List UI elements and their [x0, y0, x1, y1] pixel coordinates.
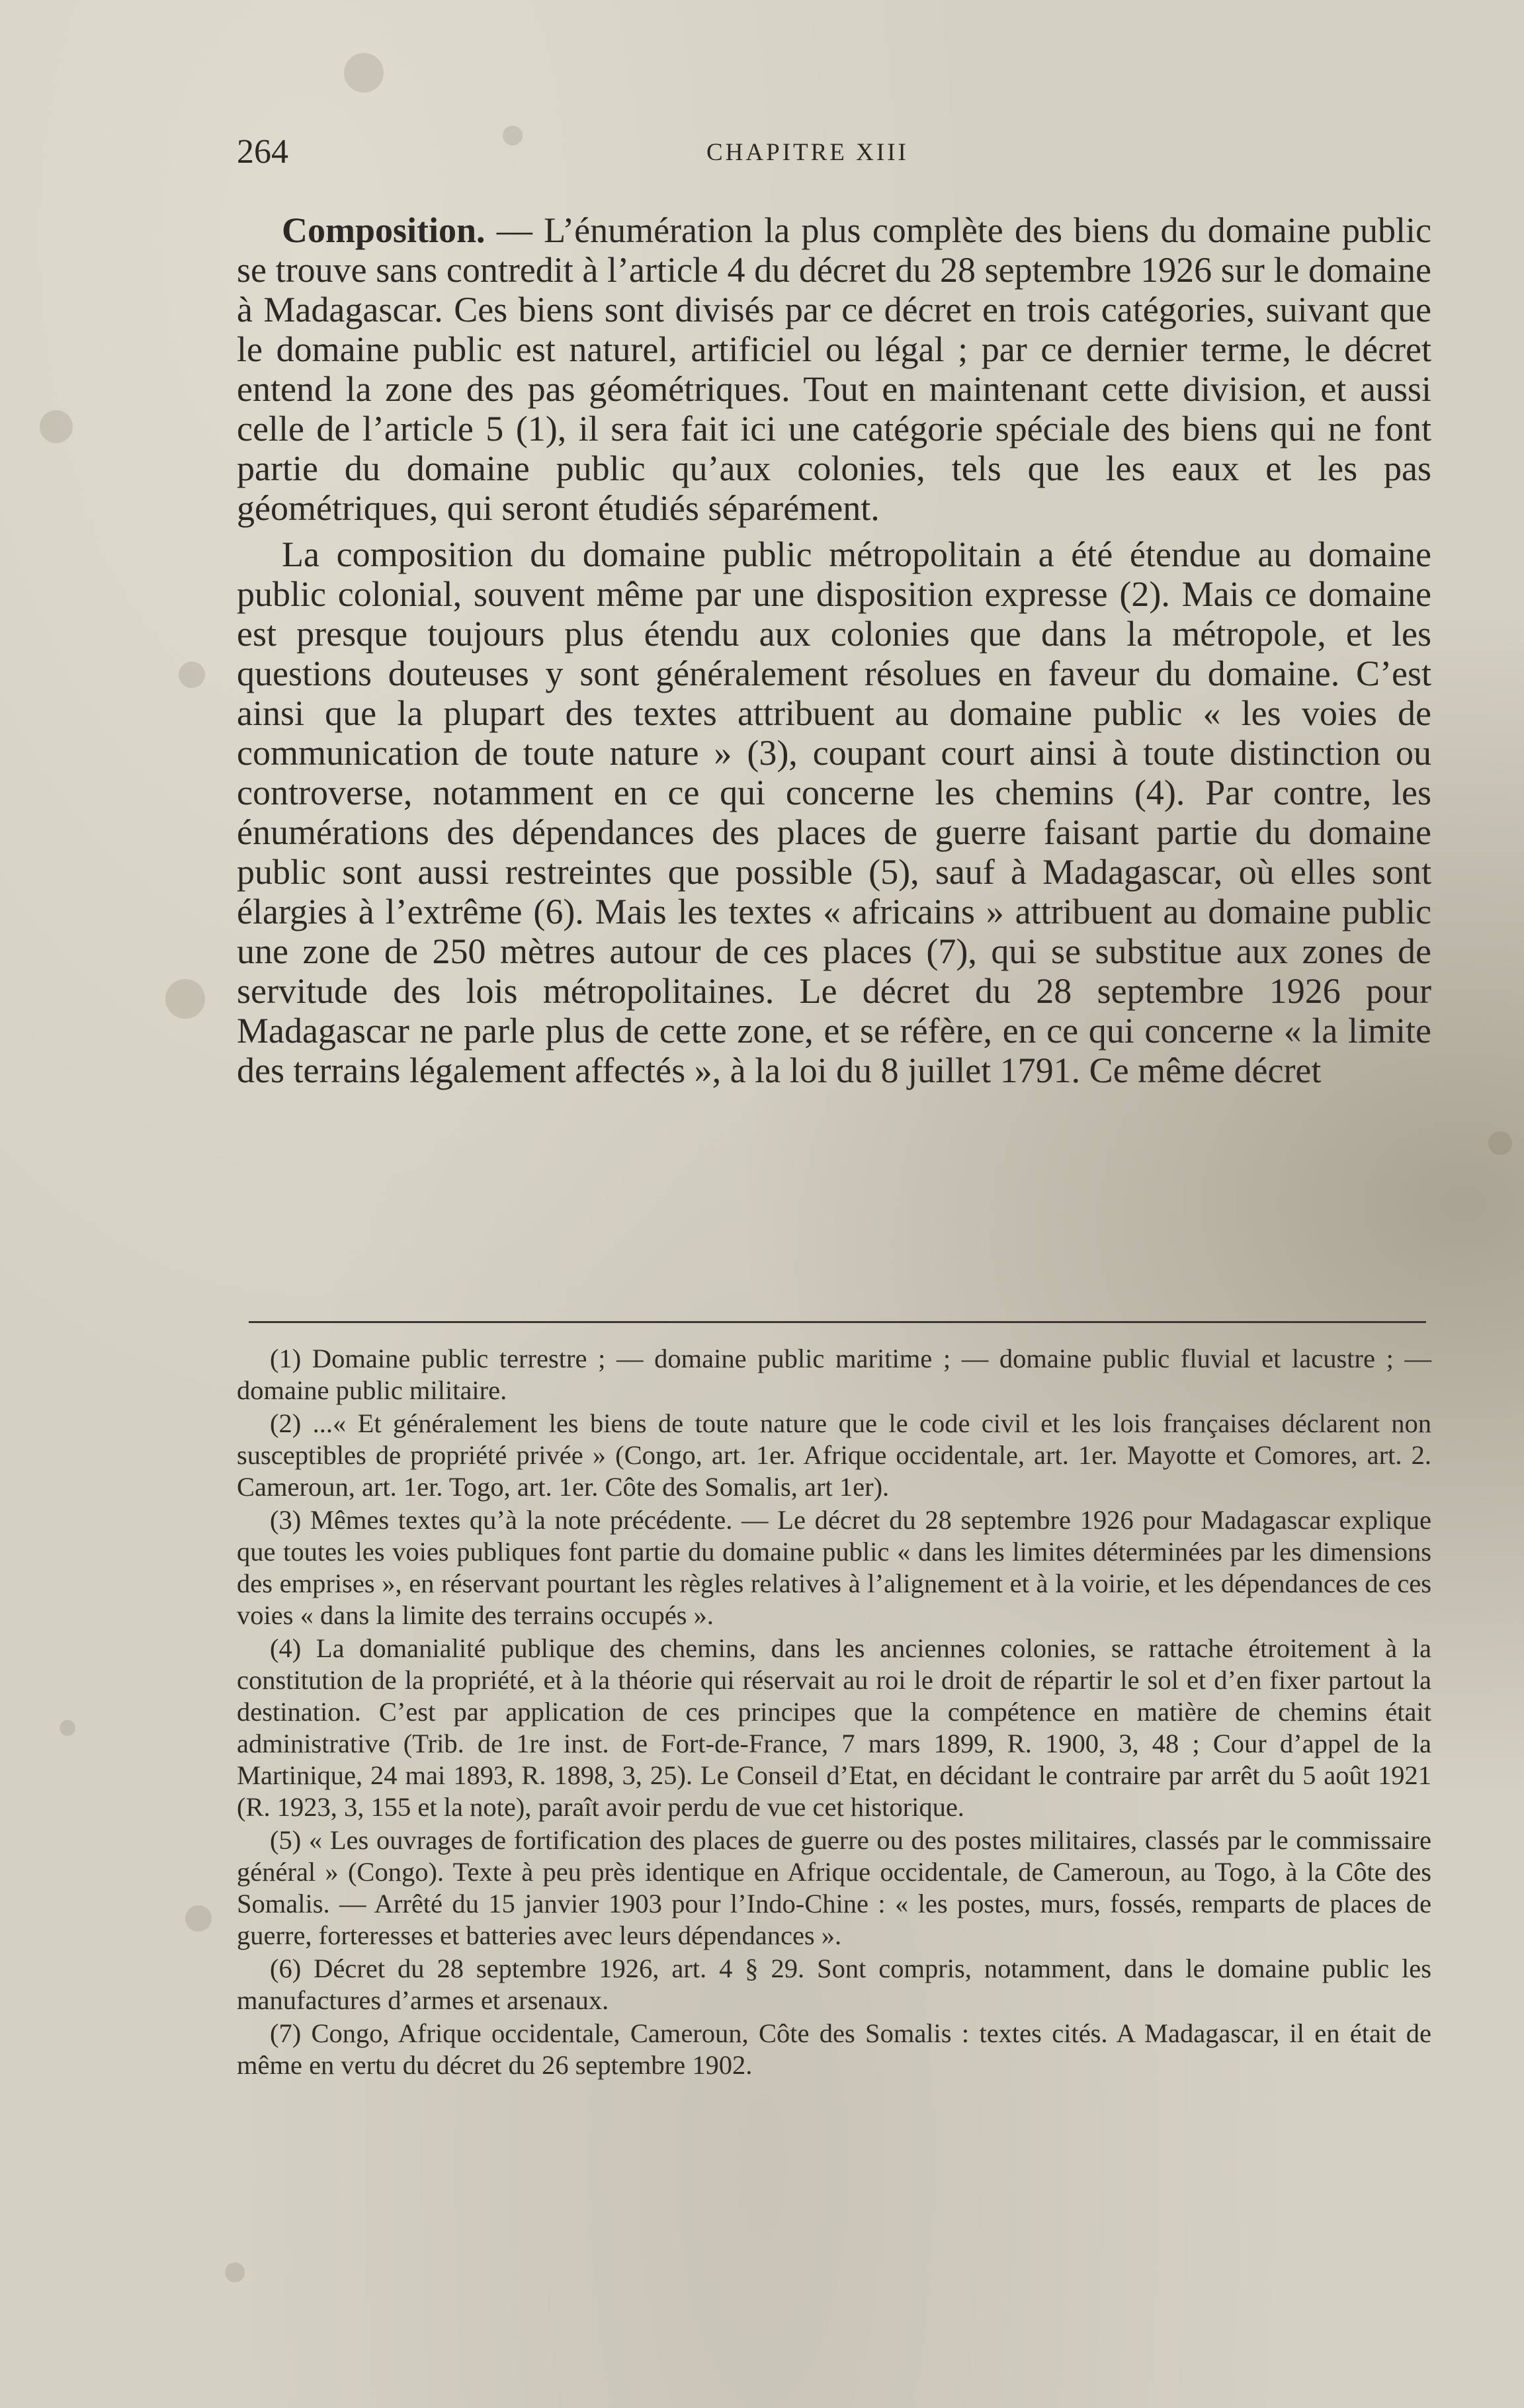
paper-stain — [1488, 1131, 1512, 1155]
paragraph-text: — L’énumération la plus complète des biens du domaine public se trouve sans contredit à l’article 4 du décret du 28 septembre 1926 sur le domaine à Madagascar. Ces biens sont divisés par ce décret en trois catégories, suivant que le domaine public est naturel, artificiel ou légal ; par ce dernier terme, le décret entend la zone des pas géométriques. Tout en maintenant cette division, et aussi celle de l’article 5 (1), il sera fait ici une catégorie spéciale des biens qui ne font partie du domaine public qu’aux colonies, tels que les eaux et les pas géométriques, qui seront étudiés séparément. — [237, 210, 1431, 528]
paper-stain — [60, 1720, 75, 1736]
footnote-1: (1) Domaine public terrestre ; — domaine public maritime ; — domaine public fluvial et lacustre ; — domaine public militaire. — [237, 1344, 1431, 1405]
footnote-6: (6) Décret du 28 septembre 1926, art. 4 § 29. Sont compris, notamment, dans le domaine public les manufactures d’armes et arsenaux. — [237, 1954, 1431, 2015]
paragraph-composition — [237, 210, 1431, 528]
footnote-separator — [249, 1321, 1426, 1323]
page-number: 264 — [237, 133, 288, 171]
paper-stain — [185, 1905, 212, 1932]
paper-stain — [225, 2262, 245, 2282]
paper-stain — [40, 410, 73, 443]
footnote-4: (4) La domanialité publique des chemins, dans les anciennes colonies, se rattache étroitement à la constitution de la propriété, et à la théorie qui réservait au roi le droit de répartir le sol et d’en fixer partout la destination. C’est par application de ces principes que la compétence en matière de chemins était administrative (Trib. de 1re inst. de Fort-de-France, 7 mars 1899, R. 1900, 3, 48 ; Cour d’appel de la Martinique, 24 mai 1893, R. 1898, 3, 25). Le Conseil d’Etat, en décidant le contraire par arrêt du 5 août 1921 (R. 1923, 3, 155 et la note), paraît avoir perdu de vue cet historique. — [237, 1633, 1431, 1822]
paper-stain — [165, 979, 205, 1019]
body-text — [237, 210, 1431, 1090]
paragraph-composition-domain: La composition du domaine public métropolitain a été étendue au domaine public colonial, souvent même par une disposition expresse (2). Mais ce domaine est presque toujours plus étendu aux colonies que dans la métropole, et les questions douteuses y sont généralement résolues en faveur du domaine. C’est ainsi que la plupart des textes attribuent au domaine public « les voies de communication de toute nature » (3), coupant court ainsi à toute distinction ou controverse, notamment en ce qui concerne les chemins (4). Par contre, les énumérations des dépendances des places de guerre faisant partie du domaine public sont aussi restreintes que possible (5), sauf à Madagascar, où elles sont élargies à l’extrême (6). Mais les textes « africains » attribuent au domaine public une zone de 250 mètres autour de ces places (7), qui se substitue aux zones de servitude des lois métropolitaines. Le décret du 28 septembre 1926 pour Madagascar ne parle plus de cette zone, et se réfère, en ce qui concerne « la limite des terrains légalement affectés », à la loi du 8 juillet 1791. Ce même décret — [237, 535, 1431, 1090]
footnote-5: (5) « Les ouvrages de fortification des places de guerre ou des postes militaires, classés par le commissaire général » (Congo). Texte à peu près identique en Afrique occidentale, de Cameroun, au Togo, à la Côte des Somalis. — Arrêté du 15 janvier 1903 pour l’Indo-Chine : « les postes, murs, fossés, remparts de places de guerre, forteresses et batteries avec leurs dépendances ». — [237, 1825, 1431, 1950]
footnotes — [237, 1343, 1431, 2081]
running-head — [237, 129, 1431, 175]
footnote-2: (2) ...« Et généralement les biens de toute nature que le code civil et les lois françaises déclarent non susceptibles de propriété privée » (Congo, art. 1er. Afrique occidentale, art. 1er. Mayotte et Comores, art. 2. Cameroun, art. 1er. Togo, art. 1er. Côte des Somalis, art 1er). — [237, 1408, 1431, 1502]
footnote-7: (7) Congo, Afrique occidentale, Cameroun, Côte des Somalis : textes cités. A Madagascar, il en était de même en vertu du décret du 26 septembre 1902. — [237, 2018, 1431, 2080]
footnote-3: (3) Mêmes textes qu’à la note précédente. — Le décret du 28 septembre 1926 pour Madagascar explique que toutes les voies publiques font partie du domaine public « dans les limites déterminées par les dimensions des emprises », en réservant pourtant les règles relatives à l’alignement et à la voirie, et les dépendances de ces voies « dans la limite des terrains occupés ». — [237, 1505, 1431, 1630]
paper-stain — [344, 53, 384, 93]
paper-stain — [179, 662, 205, 688]
chapter-title: CHAPITRE XIII — [706, 139, 909, 166]
section-heading: Composition. — [282, 210, 486, 250]
